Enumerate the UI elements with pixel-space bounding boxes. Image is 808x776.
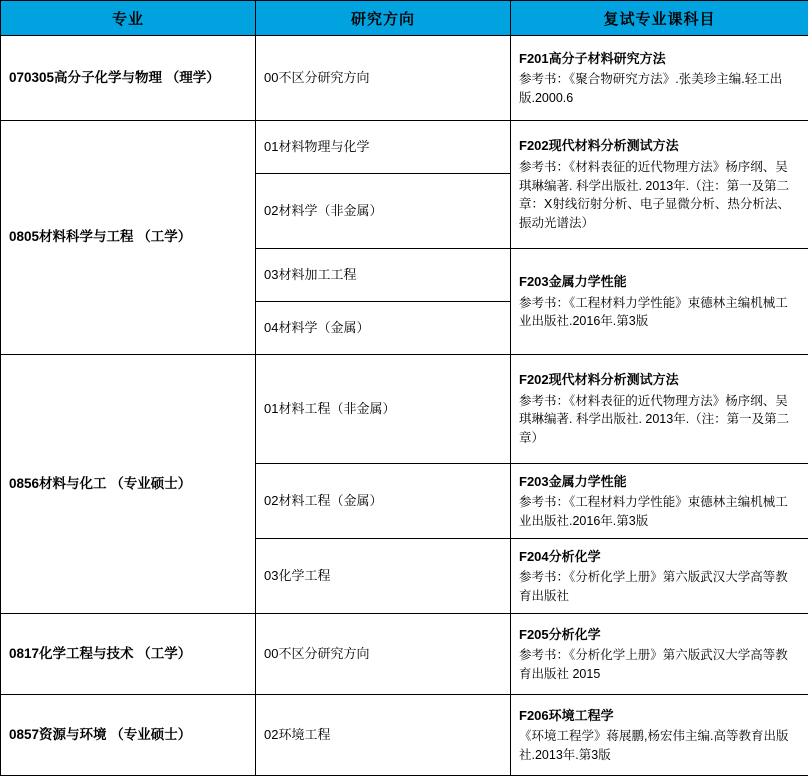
direction-name: 03化学工程 bbox=[256, 539, 511, 614]
subject-cell bbox=[511, 36, 808, 121]
subject-body: 参考书：《材料表征的近代物理方法》杨序纲、吴琪琳编著. 科学出版社. 2013年.（注：第一及第二章） bbox=[519, 392, 800, 448]
direction-name: 01材料物理与化学 bbox=[256, 121, 511, 174]
table-header-row bbox=[1, 1, 808, 36]
subject-body: 参考书：《分析化学上册》第六版武汉大学高等教育出版社 2015 bbox=[519, 646, 800, 684]
subject-body: 参考书：《材料表征的近代物理方法》杨序纲、吴琪琳编著. 科学出版社. 2013年.（注：第一及第二章：X射线衍射分析、电子显微分析、热分析法、振动光谱法） bbox=[519, 158, 800, 233]
direction-name: 01材料工程（非金属） bbox=[256, 355, 511, 464]
subject-cell bbox=[511, 695, 808, 776]
header-major: 专业 bbox=[1, 1, 256, 36]
direction-name: 02材料工程（金属） bbox=[256, 464, 511, 539]
subject-title: F203金属力学性能 bbox=[519, 472, 800, 492]
table-row bbox=[1, 121, 808, 174]
table-row bbox=[1, 36, 808, 121]
subject-cell bbox=[511, 121, 808, 249]
major-name: 0856材料与化工 （专业硕士） bbox=[1, 355, 256, 614]
direction-name: 02环境工程 bbox=[256, 695, 511, 776]
direction-name: 00不区分研究方向 bbox=[256, 36, 511, 121]
direction-name: 00不区分研究方向 bbox=[256, 614, 511, 695]
major-name: 0817化学工程与技术 （工学） bbox=[1, 614, 256, 695]
header-subject: 复试专业课科目 bbox=[511, 1, 808, 36]
major-name: 070305高分子化学与物理 （理学） bbox=[1, 36, 256, 121]
direction-name: 04材料学（金属） bbox=[256, 302, 511, 355]
subject-title: F202现代材料分析测试方法 bbox=[519, 136, 800, 156]
subject-cell bbox=[511, 249, 808, 355]
subject-cell bbox=[511, 355, 808, 464]
subject-title: F204分析化学 bbox=[519, 547, 800, 567]
subject-body: 参考书：《聚合物研究方法》.张美珍主编.轻工出版.2000.6 bbox=[519, 70, 800, 108]
table-row bbox=[1, 355, 808, 464]
direction-name: 02材料学（非金属） bbox=[256, 174, 511, 249]
table-row bbox=[1, 614, 808, 695]
major-name: 0805材料科学与工程 （工学） bbox=[1, 121, 256, 355]
subject-body: 《环境工程学》蒋展鹏,杨宏伟主编.高等教育出版社.2013年.第3版 bbox=[519, 727, 800, 765]
subject-title: F202现代材料分析测试方法 bbox=[519, 370, 800, 390]
subject-title: F201高分子材料研究方法 bbox=[519, 49, 800, 69]
subject-title: F205分析化学 bbox=[519, 625, 800, 645]
subject-cell bbox=[511, 614, 808, 695]
subject-body: 参考书：《工程材料力学性能》束德林主编机械工业出版社.2016年.第3版 bbox=[519, 493, 800, 531]
subject-cell bbox=[511, 539, 808, 614]
subject-body: 参考书：《分析化学上册》第六版武汉大学高等教育出版社 bbox=[519, 568, 800, 606]
major-name: 0857资源与环境 （专业硕士） bbox=[1, 695, 256, 776]
subject-title: F206环境工程学 bbox=[519, 706, 800, 726]
header-direction: 研究方向 bbox=[256, 1, 511, 36]
direction-name: 03材料加工工程 bbox=[256, 249, 511, 302]
subject-cell bbox=[511, 464, 808, 539]
subject-body: 参考书：《工程材料力学性能》束德林主编机械工业出版社.2016年.第3版 bbox=[519, 294, 800, 332]
subject-title: F203金属力学性能 bbox=[519, 272, 800, 292]
table-row bbox=[1, 695, 808, 776]
